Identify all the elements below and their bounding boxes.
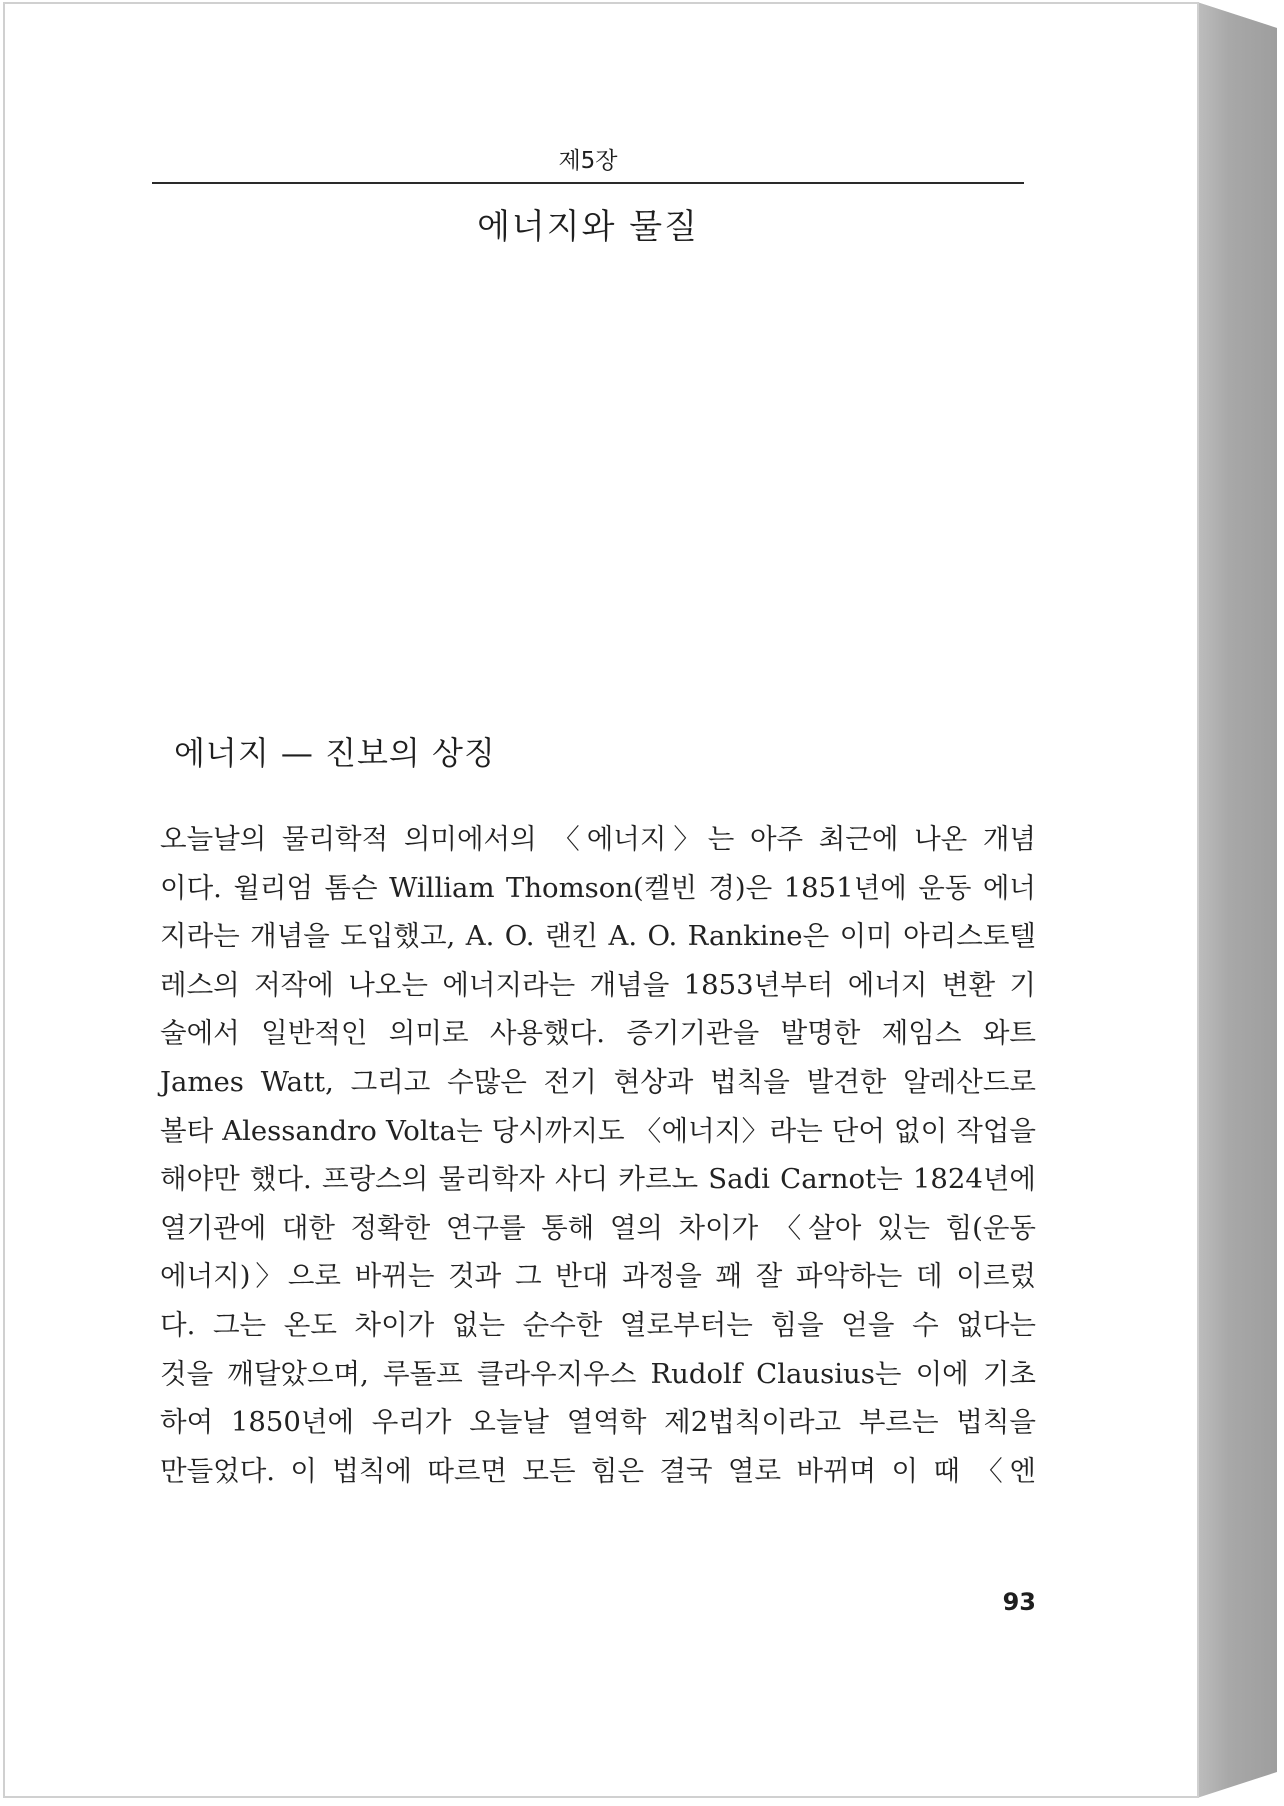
- page-stack-side-edge: [1197, 2, 1277, 1798]
- body-line: 만들었다. 이 법칙에 따르면 모든 힘은 결국 열로 바뀌며 이 때 〈엔: [160, 1454, 1036, 1487]
- chapter-divider: [152, 182, 1024, 184]
- body-line: 열기관에 대한 정확한 연구를 통해 열의 차이가 〈살아 있는 힘(운동: [160, 1211, 1036, 1244]
- chapter-title: 에너지와 물질: [477, 207, 699, 247]
- body-line: 볼타 Alessandro Volta는 당시까지도 〈에너지〉라는 단어 없이 작업을: [160, 1114, 1036, 1147]
- body-line: 레스의 저작에 나오는 에너지라는 개념을 1853년부터 에너지 변환 기: [160, 968, 1036, 1001]
- section-heading: 에너지 — 진보의 상징: [174, 734, 496, 772]
- chapter-label: 제5장: [558, 148, 618, 174]
- body-line: 술에서 일반적인 의미로 사용했다. 증기기관을 발명한 제임스 와트: [160, 1017, 1036, 1050]
- body-line: 에너지)〉으로 바뀌는 것과 그 반대 과정을 꽤 잘 파악하는 데 이르렀: [160, 1260, 1036, 1293]
- page-number: 93: [1002, 1588, 1036, 1616]
- body-line: 것을 깨달았으며, 루돌프 클라우지우스 Rudolf Clausius는 이에 기초: [160, 1357, 1036, 1390]
- body-line: 오늘날의 물리학적 의미에서의 〈에너지〉는 아주 최근에 나온 개념: [160, 823, 1036, 855]
- body-line: 하여 1850년에 우리가 오늘날 열역학 제2법칙이라고 부르는 법칙을: [160, 1406, 1036, 1439]
- body-line: James Watt, 그리고 수많은 전기 현상과 법칙을 발견한 알레산드로: [160, 1065, 1036, 1098]
- body-line: 해야만 했다. 프랑스의 물리학자 사디 카르노 Sadi Carnot는 1824년에: [160, 1163, 1036, 1196]
- body-line: 이다. 윌리엄 톰슨 William Thomson(켈빈 경)은 1851년에 운동 에너: [160, 871, 1036, 904]
- body-paragraph: [160, 815, 1036, 1495]
- body-line: 지라는 개념을 도입했고, A. O. 랜킨 A. O. Rankine은 이미 아리스토텔: [160, 920, 1036, 953]
- body-line: 다. 그는 온도 차이가 없는 순수한 열로부터는 힘을 얻을 수 없다는: [160, 1308, 1036, 1341]
